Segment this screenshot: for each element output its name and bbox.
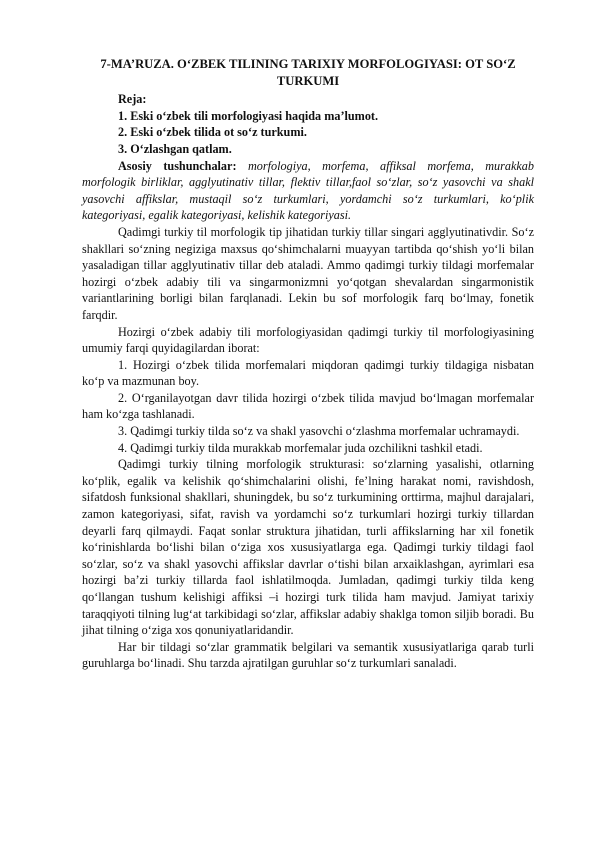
key-concepts-label: Asosiy tushunchalar: <box>118 158 237 173</box>
paragraph-3: Qadimgi turkiy tilning morfologik strukturasi: so‘zlarning yasalishi, otlarning ko‘plik, egalik va kelishik qo‘shimchalarini olishi, fe’lning harakat nomi, ravishdosh, sifatdosh funksional shakllari, shuningdek, bu so‘z turkumining orttirma, majhul darajalari, zamon kategoriyasi, sifat, ravish va yordamchi so‘z turkumlari hozirgi turkiy tillardan deyarli farq qilmaydi. Faqat sonlar struktura jihatidan, turli affikslarning har xil fonetik ko‘rinishlarda bo‘lishi bilan o‘ziga xos xususiyatlarga ega. Qadimgi turkiy tildagi faol so‘zlar, so‘z va shakl yasovchi affikslar davrlar o‘tishi bilan arxaiklashgan, ayrimlari esa hozirgi ba’zi turkiy tillarda faol ishlatilmoqda. Jumladan, qadimgi turkiy tilda keng qo‘llangan tushum kelishigi affiksi –i hozirgi turk tilida ham mavjud. Jamiyat tarixiy taraqqiyoti tilning lug‘at tarkibidagi so‘zlar, affikslar adabiy shaklga tomon siljib boradi. Bu jihat tilning o‘ziga xos qonuniyatlaridandir. <box>82 457 534 638</box>
key-concepts <box>82 158 534 224</box>
document-body <box>82 56 534 672</box>
key-concepts-text: morfologiya, morfema, affiksal morfema, murakkab morfologik birliklar, agglyutinativ tillar, flektiv tillar,faol so‘zlar, so‘z yasovchi va shakl yasovchi affikslar, mustaqil so‘z turkumlari, yordamchi so‘z turkumlari, ko‘plik kategoriyasi, egalik kategoriyasi, kelishik kategoriyasi. <box>82 158 534 223</box>
plan-item-1: 1. Eski o‘zbek tili morfologiyasi haqida ma’lumot. <box>118 108 379 123</box>
plan-item-3: 3. O‘zlashgan qatlam. <box>118 141 232 156</box>
paragraph-1: Qadimgi turkiy til morfologik tip jihatidan turkiy tillar singari agglyutinativdir. So‘z shakllari so‘zning negiziga maxsus qo‘shimchalarni muayyan tartibda qo‘shish yo‘li bilan yasaladigan tillar agglyutinativ tillar deb ataladi. Ammo qadimgi turkiy tildagi morfemalar hozirgi o‘zbek adabiy tili va singarmonizmni yo‘qotgan shevalardan singarmonistik variantlarining borligi bilan farqlanadi. Lekin bu sof morfologik farq bo‘lmay, fonetik farqdir. <box>82 224 534 322</box>
paragraph-2: Hozirgi o‘zbek adabiy tili morfologiyasidan qadimgi turkiy til morfologiyasining umumiy farqi quyidagilardan iborat: <box>82 324 534 356</box>
plan-heading: Reja: <box>118 92 147 107</box>
paragraph-4: Har bir tildagi so‘zlar grammatik belgilari va semantik xususiyatlariga qarab turli guruhlarga bo‘linadi. Shu tarzda ajratilgan guruhlar so‘z turkumlari sanaladi. <box>82 639 534 671</box>
plan-item-2: 2. Eski o‘zbek tilida ot so‘z turkumi. <box>118 125 307 140</box>
list-item-4: 4. Qadimgi turkiy tilda murakkab morfemalar juda ozchilikni tashkil etadi. <box>118 440 483 455</box>
list-item-1: 1. Hozirgi o‘zbek tilida morfemalari miqdoran qadimgi turkiy tildagiga nisbatan ko‘p va mazmunan boy. <box>82 357 534 389</box>
lecture-title: 7-MA’RUZA. O‘ZBEK TILINING TARIXIY MORFOLOGIYASI: OT SO‘Z TURKUMI <box>100 57 516 88</box>
list-item-2: 2. O‘rganilayotgan davr tilida hozirgi o‘zbek tilida mavjud bo‘lmagan morfemalar ham ko‘zga tashlanadi. <box>82 390 534 422</box>
list-item-3: 3. Qadimgi turkiy tilda so‘z va shakl yasovchi o‘zlashma morfemalar uchramaydi. <box>118 424 520 439</box>
